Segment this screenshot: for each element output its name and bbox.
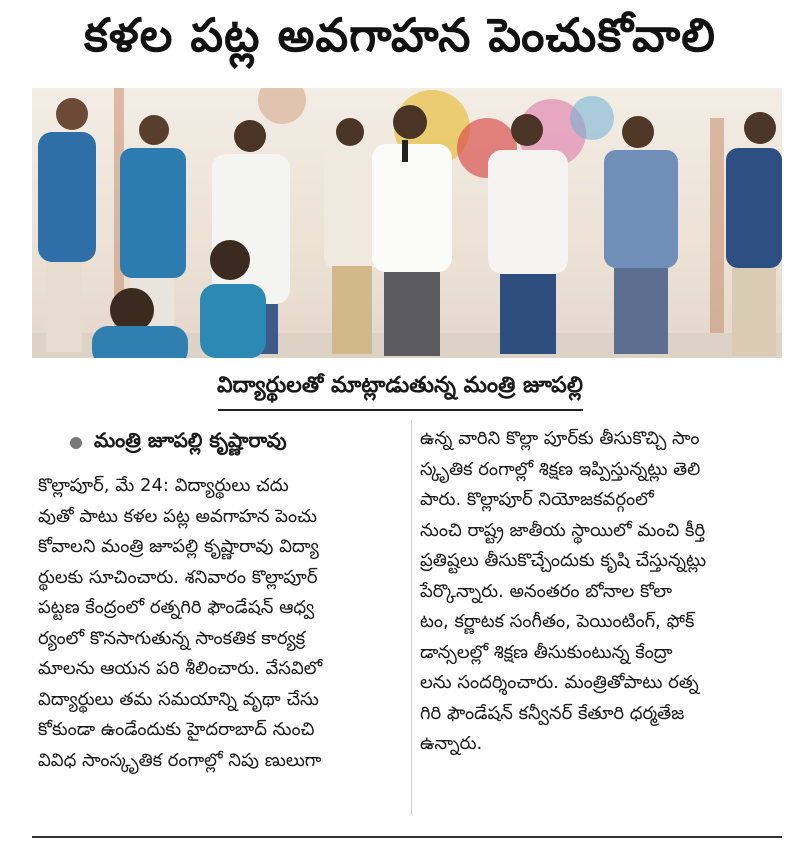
article-column-right (420, 424, 780, 760)
byline (70, 428, 287, 457)
article-line: కొల్లాపూర్, మే 24: విద్యార్థులు చదు (38, 475, 289, 496)
article-line: ప్రతిష్టలు తీసుకొచ్చేందుకు కృషి చేస్తున్నట్లు (420, 550, 707, 571)
article-line: కోవాలని మంత్రి జూపల్లి కృష్ణారావు విద్యా (38, 536, 319, 557)
article-line: నుంచి రాష్ట్ర జాతీయ స్థాయిలో మంచి కీర్తి (420, 519, 706, 541)
article-line: పారు. కొల్లాపూర్ నియోజకవర్గంలో (420, 489, 654, 510)
article-line: డాన్సలల్లో శిక్షణ తీసుకుంటున్న కేంద్రా (420, 641, 673, 663)
article-line: పేర్కొన్నారు. అనంతరం బోనాల కోలా (420, 580, 673, 602)
caption-underline (218, 409, 583, 411)
article-column-left (38, 471, 410, 776)
news-photo-illustration (32, 88, 782, 358)
news-photo (32, 88, 782, 358)
article-line: పట్టణ కేంద్రంలో రత్నగిరి ఫౌండేషన్ ఆధ్వ (38, 597, 315, 618)
article-line: టం, కర్ణాటక సంగీతం, పెయింటింగ్, ఫోక్ (420, 611, 695, 632)
article-line: వుతో పాటు కళల పట్ల అవగాహన పెంచు (38, 505, 318, 527)
bottom-rule (32, 836, 782, 838)
article-line: మాలను ఆయన పరి శీలించారు. వేసవిలో (38, 658, 323, 679)
article-line: కోకుండా ఉండేందుకు హైదరాబాద్ నుంచి (38, 719, 315, 740)
article-line: వివిధ సాంస్కృతిక రంగాల్లో నిపు ణులుగా (38, 749, 322, 771)
article-line: ర్థులకు సూచించారు. శనివారం కొల్లాపూర్ (38, 566, 318, 588)
article-line: స్కృతిక రంగాల్లో శిక్షణ ఇప్పిస్తున్నట్లు తెలి (420, 458, 701, 480)
photo-caption: విద్యార్థులతో మాట్లాడుతున్న మంత్రి జూపల్లి (217, 373, 583, 398)
article-line: విద్యార్థులు తమ సమయాన్ని వృథా చేసు (38, 688, 319, 710)
article-line: గిరి ఫౌండేషన్ కన్వీనర్ కేతూరి ధర్మతేజ (420, 702, 685, 724)
byline-text: మంత్రి జూపల్లి కృష్ణారావు (94, 428, 287, 452)
bullet-icon (70, 437, 82, 449)
column-divider (411, 420, 412, 815)
article-line: ఉన్నారు. (420, 733, 483, 754)
headline: కళల పట్ల అవగాహన పెంచుకోవాలి (84, 8, 716, 62)
article-line: ర్యంలో కొనసాగుతున్న సాంకతిక కార్యక్ర (38, 627, 306, 649)
article-line: ఉన్న వారిని కొల్లా పూర్‌కు తీసుకొచ్చి సాం (420, 428, 700, 449)
article-line: లను సందర్శించారు. మంత్రితోపాటు రత్న (420, 672, 699, 693)
